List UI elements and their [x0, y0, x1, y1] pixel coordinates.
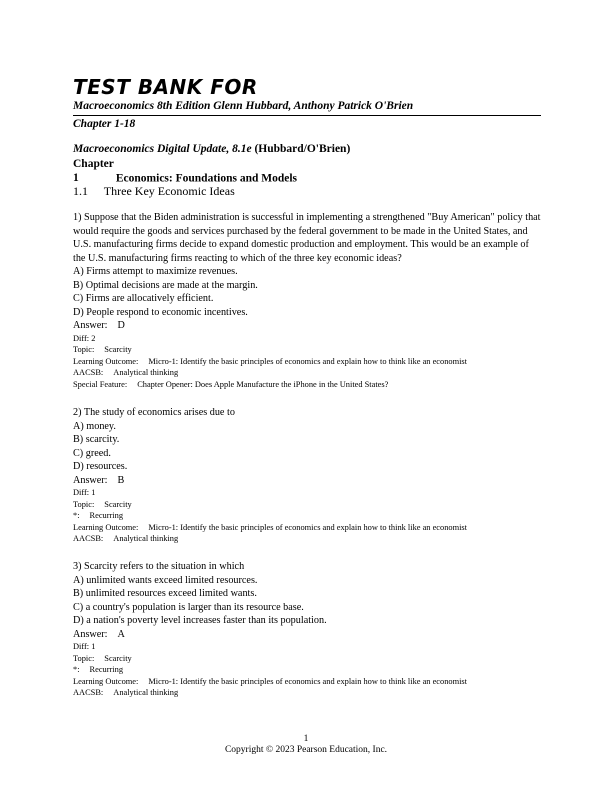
section-number: 1.1	[73, 184, 88, 198]
recurring-value: Recurring	[89, 665, 124, 674]
section-heading	[73, 184, 235, 199]
topic-label: Topic:	[73, 499, 95, 509]
recurring-label: *:	[73, 665, 80, 674]
learning-outcome-line	[73, 522, 543, 534]
page-number: 1	[303, 734, 309, 744]
question-2	[73, 406, 543, 545]
answer-value: B	[117, 474, 125, 486]
aacsb-value: Analytical thinking	[113, 368, 179, 377]
document-header	[73, 99, 541, 132]
option-c: C) Firms are allocatively efficient.	[73, 293, 214, 304]
answer-line	[73, 319, 543, 333]
answer-line	[73, 474, 543, 488]
test-bank-title: TEST BANK FOR	[73, 75, 258, 99]
difficulty: Diff: 1	[73, 488, 96, 497]
option-a: A) Firms attempt to maximize revenues.	[73, 266, 238, 277]
topic-value: Scarcity	[104, 653, 132, 663]
difficulty: Diff: 1	[73, 642, 96, 651]
chapter-heading	[73, 157, 350, 186]
option-b: B) unlimited resources exceed limited wants.	[73, 588, 257, 599]
section-title: Three Key Economic Ideas	[103, 184, 235, 198]
option-c: C) greed.	[73, 447, 111, 459]
question-1	[73, 211, 543, 390]
header-book-line: Macroeconomics 8th Edition Glenn Hubbard, Anthony Patrick O'Brien	[73, 99, 541, 116]
topic-label: Topic:	[73, 653, 95, 663]
lo-value: Micro-1: Identify the basic principles of economics and explain how to think like an economist	[148, 522, 467, 532]
answer-value: D	[117, 320, 125, 331]
topic-line	[73, 499, 543, 511]
answer-value: A	[117, 628, 125, 640]
page-footer	[0, 734, 612, 756]
lo-value: Micro-1: Identify the basic principles of economics and explain how to think like an economist	[148, 356, 467, 366]
answer-label: Answer:	[73, 474, 108, 486]
option-b: B) scarcity.	[73, 434, 120, 445]
question-stem: 1) Suppose that the Biden administration is successful in implementing a strengthened "Buy American" policy that would require the goods and services purchased by the federal government to be made in the United States, and U.S. manufacturing firms decide to expand domestic production and employment. This would be an example of the U.S. manufacturing firms reacting to which of the three key economic ideas?	[73, 212, 541, 264]
topic-value: Scarcity	[104, 499, 132, 509]
difficulty: Diff: 2	[73, 333, 96, 343]
special-label: Special Feature:	[73, 379, 128, 389]
topic-value: Scarcity	[104, 345, 132, 354]
aacsb-line	[73, 533, 543, 545]
option-d: D) a nation's poverty level increases faster than its population.	[73, 615, 327, 626]
question-stem: 3) Scarcity refers to the situation in which	[73, 561, 245, 572]
answer-label: Answer:	[73, 628, 108, 640]
special-feature-line	[73, 379, 543, 391]
chapter-label: Chapter 1	[73, 157, 114, 184]
question-stem: 2) The study of economics arises due to	[73, 407, 235, 418]
aacsb-value: Analytical thinking	[113, 688, 179, 697]
option-d: D) People respond to economic incentives.	[73, 306, 248, 318]
topic-label: Topic:	[73, 345, 95, 354]
book-title-line	[73, 142, 350, 157]
special-value: Chapter Opener: Does Apple Manufacture the iPhone in the United States?	[137, 379, 389, 389]
option-c: C) a country's population is larger than its resource base.	[73, 601, 304, 613]
answer-label: Answer:	[73, 320, 108, 331]
aacsb-value: Analytical thinking	[113, 534, 179, 543]
aacsb-line	[73, 687, 543, 699]
topic-line	[73, 653, 543, 665]
header-chapter-range: Chapter 1-18	[73, 118, 136, 130]
book-name: Macroeconomics Digital Update, 8.1e	[73, 143, 252, 155]
option-b: B) Optimal decisions are made at the margin.	[73, 279, 258, 291]
recurring-label: *:	[73, 511, 80, 520]
lo-value: Micro-1: Identify the basic principles of economics and explain how to think like an economist	[148, 676, 467, 686]
question-3	[73, 560, 543, 699]
copyright-notice: Copyright © 2023 Pearson Education, Inc.	[224, 745, 388, 755]
recurring-value: Recurring	[89, 511, 124, 520]
topic-line	[73, 344, 543, 356]
option-d: D) resources.	[73, 461, 128, 472]
lo-label: Learning Outcome:	[73, 676, 139, 686]
book-heading	[73, 142, 350, 186]
answer-line	[73, 628, 543, 642]
option-a: A) unlimited wants exceed limited resources.	[73, 574, 258, 586]
lo-label: Learning Outcome:	[73, 356, 139, 366]
book-authors: (Hubbard/O'Brien)	[254, 143, 351, 155]
aacsb-label: AACSB:	[73, 534, 104, 543]
chapter-title: Economics: Foundations and Models	[115, 172, 298, 184]
aacsb-label: AACSB:	[73, 368, 104, 377]
aacsb-line	[73, 367, 543, 379]
learning-outcome-line	[73, 676, 543, 688]
learning-outcome-line	[73, 356, 543, 368]
recurring-line	[73, 510, 543, 522]
lo-label: Learning Outcome:	[73, 522, 139, 532]
aacsb-label: AACSB:	[73, 688, 104, 697]
option-a: A) money.	[73, 420, 116, 432]
recurring-line	[73, 664, 543, 676]
